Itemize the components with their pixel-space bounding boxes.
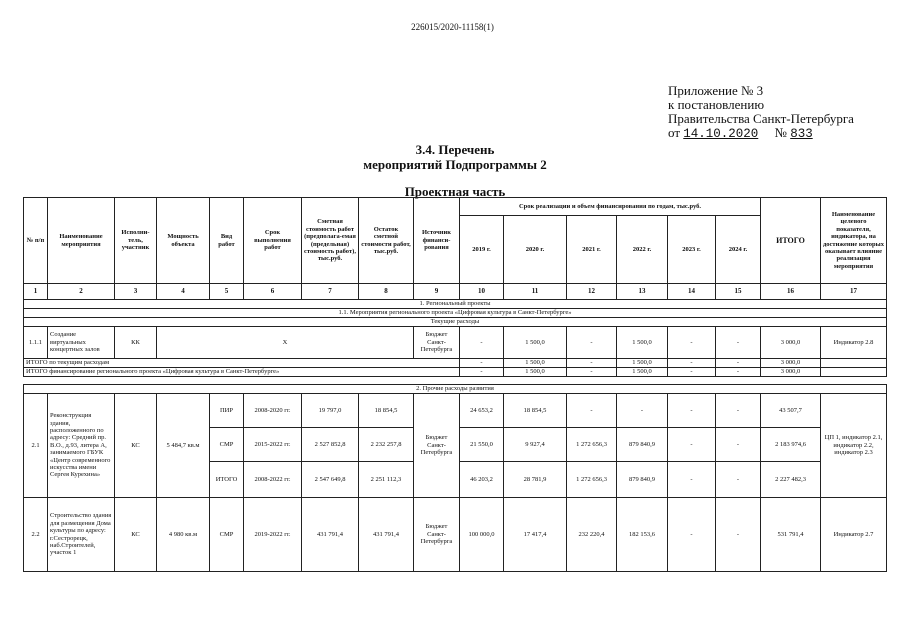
row-number: 1.1.1 [24,327,48,359]
total-label: ИТОГО финансирование регионального проекта «Цифровая культура в Санкт-Петербурге» [24,368,460,377]
column-number: 17 [821,284,887,300]
appendix-number: 833 [790,127,813,141]
from-label: от [668,125,681,140]
appendix-date-line [668,126,854,141]
column-number: 15 [716,284,761,300]
value-2019: 46 203,2 [460,462,504,498]
subsection-heading: 1.1. Мероприятия регионального проекта «Цифровая культура в Санкт-Петербурге» [24,309,887,318]
header-year: 2020 г. [504,216,567,284]
funding-source: Бюджет Санкт-Петербурга [414,327,460,359]
work-type: СМР [210,428,244,462]
header-name: Наименование мероприятия [48,198,115,284]
funding-source: Бюджет Санкт-Петербурга [414,498,460,572]
spacer-row [24,377,887,385]
value-2020: 1 500,0 [504,359,567,368]
value-2019: - [460,368,504,377]
row-number: 2.2 [24,498,48,572]
column-number: 8 [359,284,414,300]
appendix-date: 14.10.2020 [683,127,759,141]
header-year: 2019 г. [460,216,504,284]
document-title [290,142,620,172]
header-year: 2024 г. [716,216,761,284]
value-2022: 879 840,9 [617,428,668,462]
number-label: № [774,125,787,140]
document-id: 226015/2020-11158(1) [411,22,494,32]
header-years-group: Срок реализации и объем финансирования по годам, тыс.руб. [460,198,761,216]
capacity: 5 484,7 кв.м [157,394,210,498]
executor: КК [115,327,157,359]
section-row [24,300,887,309]
value-total: 531 791,4 [761,498,821,572]
value-total: 2 227 482,3 [761,462,821,498]
current-costs-heading: Текущие расходы [24,318,887,327]
section-title: Проектная часть [404,184,506,199]
column-number: 6 [244,284,302,300]
column-number: 14 [668,284,716,300]
indicator: Индикатор 2.7 [821,498,887,572]
column-number: 2 [48,284,115,300]
total-row [24,368,887,377]
work-type: ИТОГО [210,462,244,498]
value-2024: - [716,498,761,572]
column-number: 9 [414,284,460,300]
value-total: 3 000,0 [761,327,821,359]
value-2022: - [617,394,668,428]
section-heading: 1. Региональный проекты [24,300,887,309]
value-2022: 879 840,9 [617,462,668,498]
measure-name: Реконструкция здания, расположенного по адресу: Средний пр. В.О., д.93, литера А, занимаемого ГБУК «Центр современного искусства имени Сергея Курехина» [48,394,115,498]
value-2023: - [668,359,716,368]
column-number: 4 [157,284,210,300]
column-number: 7 [302,284,359,300]
empty-cell [821,359,887,368]
value-2019: 24 653,2 [460,394,504,428]
remainder: 2 251 112,3 [359,462,414,498]
value-2019: - [460,359,504,368]
section-row [24,318,887,327]
header-work-type: Вид работ [210,198,244,284]
value-2020: 18 854,5 [504,394,567,428]
measures-table [23,197,887,572]
value-2024: - [716,327,761,359]
estimate: 2 547 649,8 [302,462,359,498]
header-total: ИТОГО [761,198,821,284]
work-type: ПИР [210,394,244,428]
value-total: 2 183 974,6 [761,428,821,462]
value-2021: - [567,359,617,368]
value-2022: 1 500,0 [617,368,668,377]
empty-cell [821,368,887,377]
estimate: 19 797,0 [302,394,359,428]
value-total: 3 000,0 [761,368,821,377]
value-total: 3 000,0 [761,359,821,368]
column-number: 10 [460,284,504,300]
work-type: СМР [210,498,244,572]
header-year: 2021 г. [567,216,617,284]
not-applicable-mark: Х [157,327,414,359]
column-number: 5 [210,284,244,300]
value-2019: 21 550,0 [460,428,504,462]
column-number: 12 [567,284,617,300]
value-2023: - [668,327,716,359]
value-2022: 182 153,6 [617,498,668,572]
appendix-block [668,84,854,141]
header-remainder: Остаток сметной стоимости работ, тыс.руб. [359,198,414,284]
header-year: 2023 г. [668,216,716,284]
table-row [24,498,887,572]
header-row [24,198,887,216]
value-2020: 17 417,4 [504,498,567,572]
spacer [24,377,887,385]
row-number: 2.1 [24,394,48,498]
value-2022: 1 500,0 [617,327,668,359]
executor: КС [115,394,157,498]
column-numbers-row [24,284,887,300]
term: 2008-2020 гг. [244,394,302,428]
table-row [24,394,887,428]
value-2023: - [668,394,716,428]
value-2020: 1 500,0 [504,327,567,359]
remainder: 2 232 257,8 [359,428,414,462]
column-number: 16 [761,284,821,300]
value-2019: 100 000,0 [460,498,504,572]
estimate: 2 527 852,8 [302,428,359,462]
term: 2019-2022 гг. [244,498,302,572]
executor: КС [115,498,157,572]
remainder: 431 791,4 [359,498,414,572]
header-term: Срок выполнения работ [244,198,302,284]
section-row [24,309,887,318]
value-2024: - [716,428,761,462]
header-estimate: Сметная стоимость работ (предполага-емая (предельная) стоимость работ), тыс.руб. [302,198,359,284]
appendix-line: к постановлению [668,97,765,112]
header-year: 2022 г. [617,216,668,284]
value-2020: 28 781,9 [504,462,567,498]
value-2023: - [668,498,716,572]
indicator: Индикатор 2.8 [821,327,887,359]
value-2023: - [668,368,716,377]
estimate: 431 791,4 [302,498,359,572]
table-row [24,327,887,359]
value-2021: - [567,327,617,359]
header-executor: Исполни-тель, участник [115,198,157,284]
appendix-line: Приложение № 3 [668,83,764,98]
total-label: ИТОГО по текущим расходам [24,359,460,368]
column-number: 3 [115,284,157,300]
header-capacity: Мощность объекта [157,198,210,284]
measure-name: Строительство здания для размещения Дома культуры по адресу: г.Сестрорецк, наб.Строителей, участок 1 [48,498,115,572]
value-2024: - [716,359,761,368]
title-line: 3.4. Перечень [415,142,495,157]
value-2024: - [716,368,761,377]
term: 2008-2022 гг. [244,462,302,498]
section-heading: 2. Прочие расходы развития [24,385,887,394]
total-row [24,359,887,368]
value-2021: - [567,394,617,428]
header-num: № п/п [24,198,48,284]
section-row [24,385,887,394]
value-2020: 9 927,4 [504,428,567,462]
capacity: 4 980 кв.м [157,498,210,572]
measure-name: Создание виртуальных концертных залов [48,327,115,359]
column-number: 11 [504,284,567,300]
value-2023: - [668,462,716,498]
header-indicator: Наименование целевого показателя, индикатора, на достижение которых оказывает влияние реализация мероприятия [821,198,887,284]
column-number: 13 [617,284,668,300]
value-2021: 1 272 656,3 [567,428,617,462]
value-2023: - [668,428,716,462]
value-2019: - [460,327,504,359]
appendix-line: Правительства Санкт-Петербурга [668,111,854,126]
value-2024: - [716,462,761,498]
value-2021: 232 220,4 [567,498,617,572]
value-2021: 1 272 656,3 [567,462,617,498]
value-2022: 1 500,0 [617,359,668,368]
header-source: Источник финанси-рования [414,198,460,284]
value-2021: - [567,368,617,377]
remainder: 18 854,5 [359,394,414,428]
funding-source: Бюджет Санкт-Петербурга [414,394,460,498]
indicator: ЦП 1, индикатор 2.1, индикатор 2.2, индикатор 2.3 [821,394,887,498]
column-number: 1 [24,284,48,300]
title-line: мероприятий Подпрограммы 2 [363,157,547,172]
value-total: 43 507,7 [761,394,821,428]
term: 2015-2022 гг. [244,428,302,462]
value-2024: - [716,394,761,428]
value-2020: 1 500,0 [504,368,567,377]
